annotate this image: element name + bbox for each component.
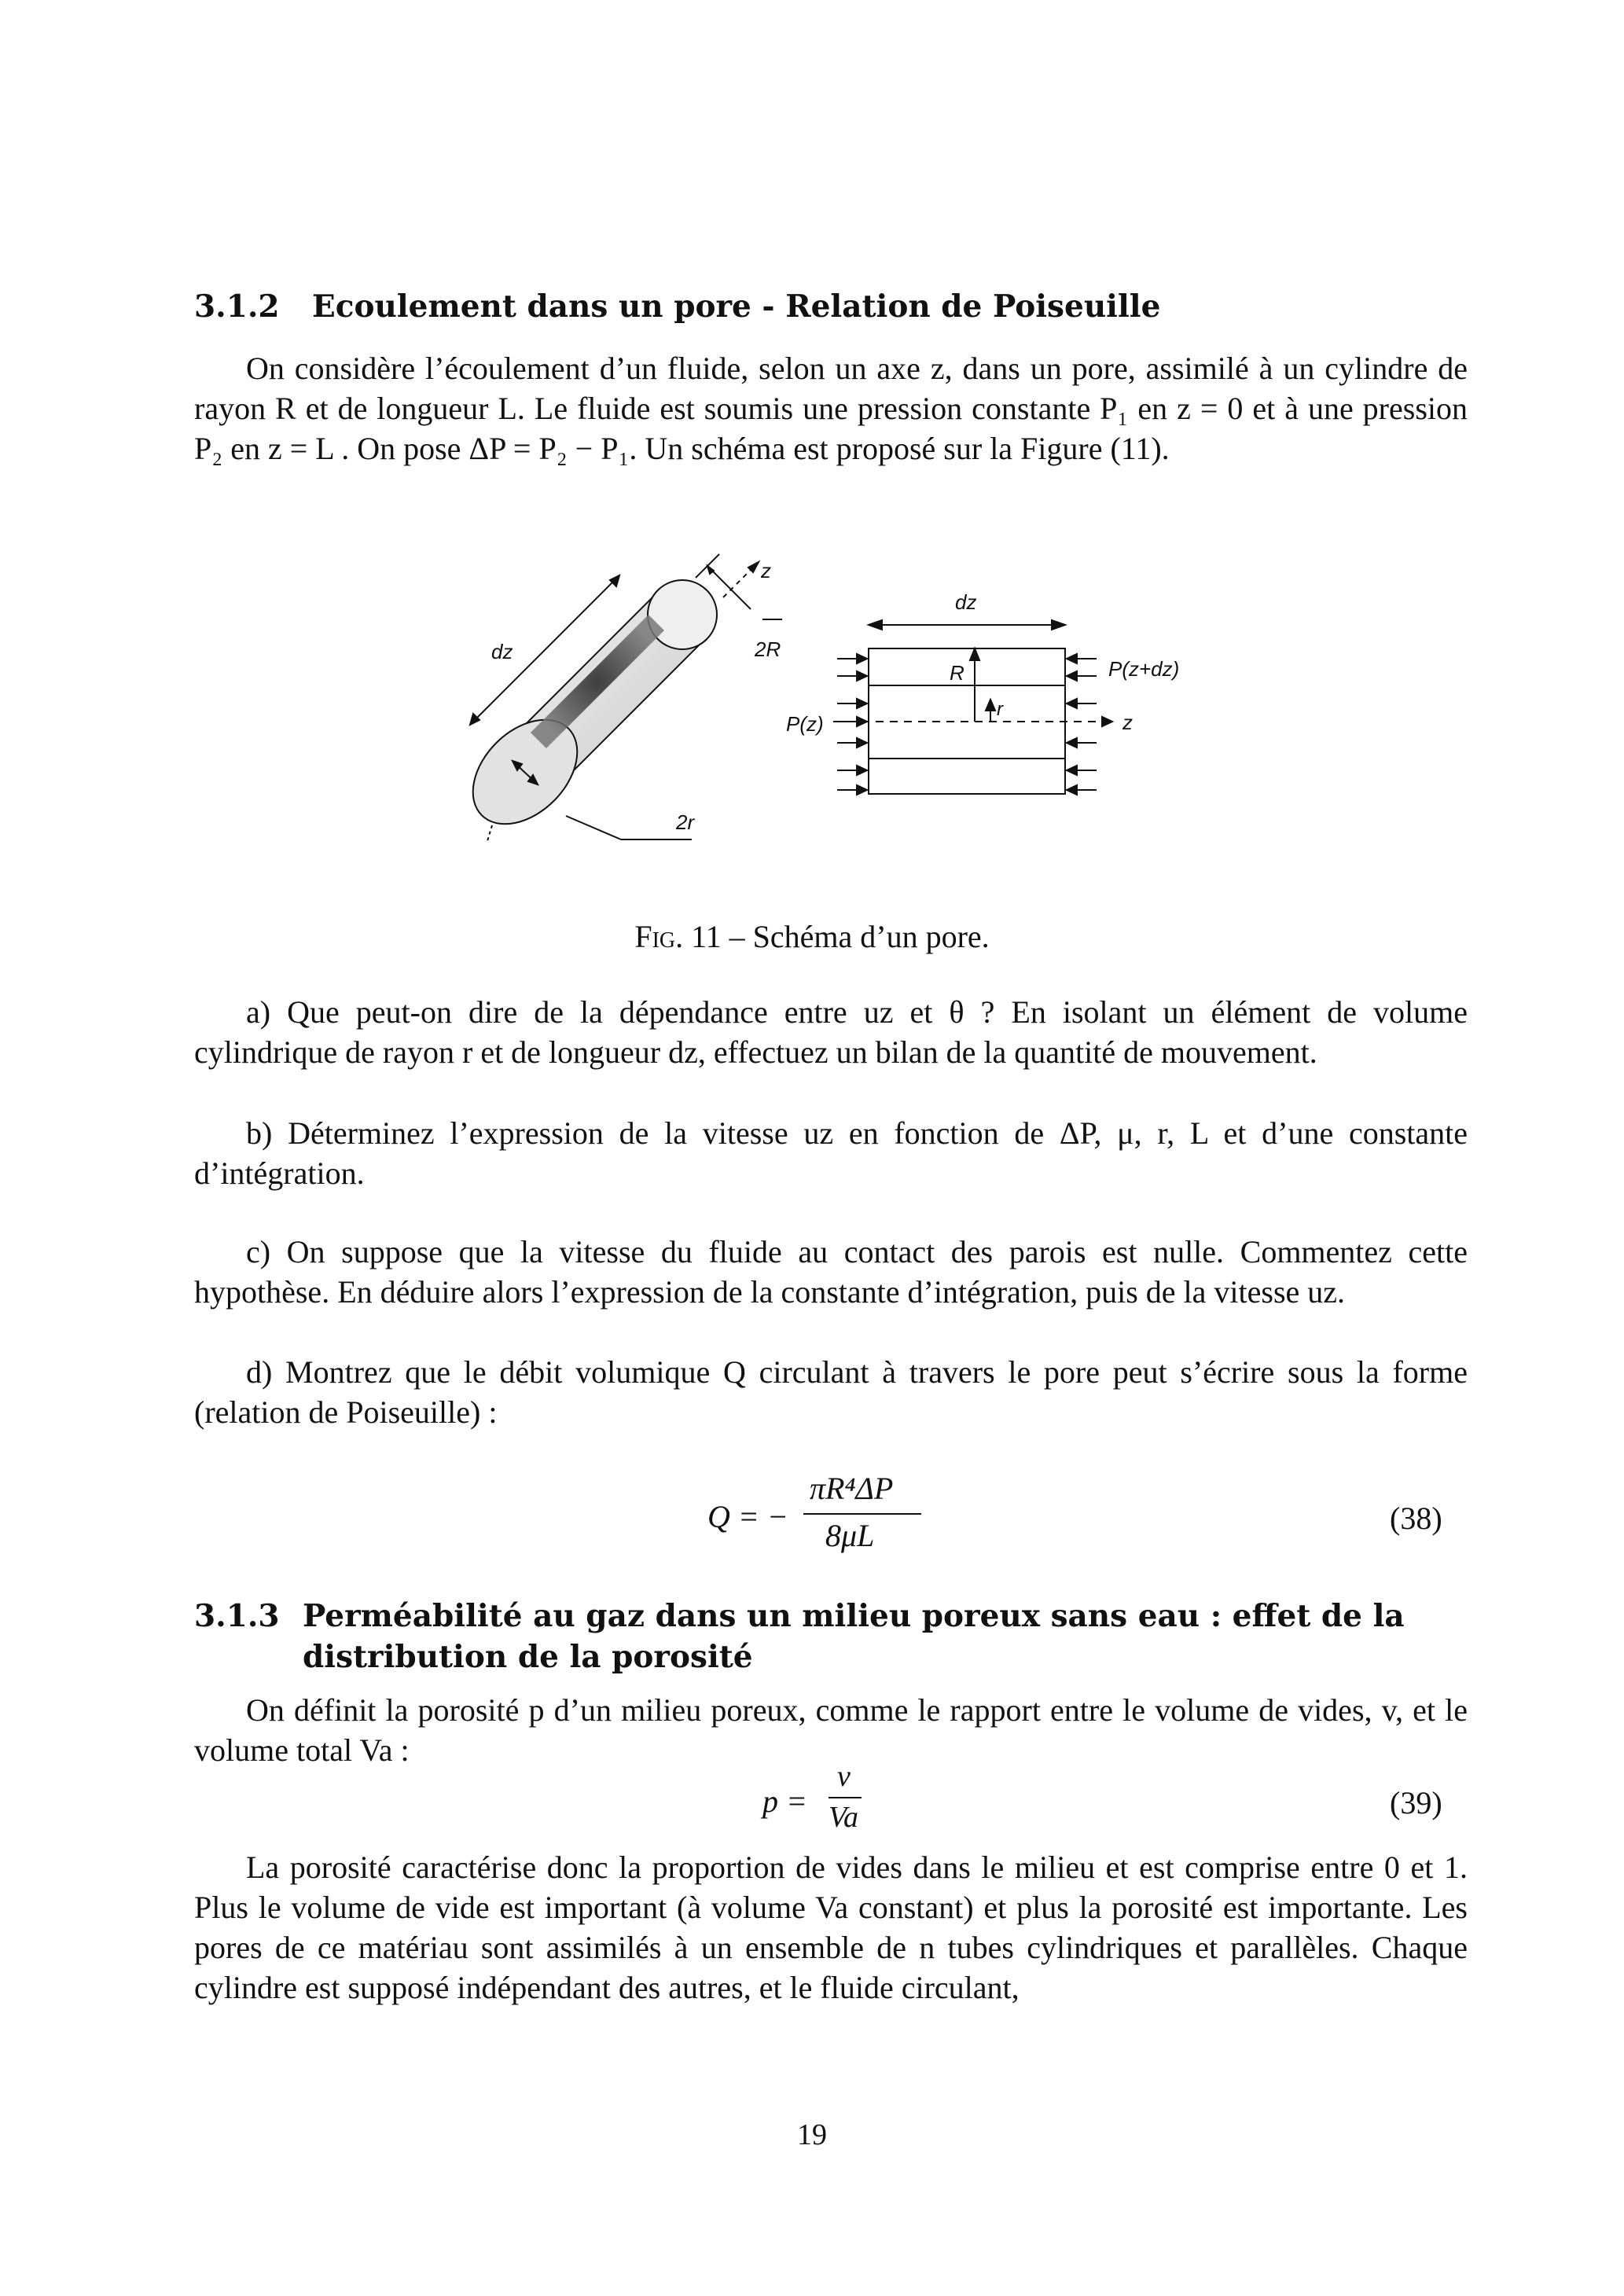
section-title: Ecoulement dans un pore - Relation de Poiseuille — [312, 288, 1161, 325]
label-r: r — [997, 699, 1003, 720]
porosity-definition — [194, 1690, 1468, 1770]
question-b-text: b) Déterminez l’expression de la vitesse uz en fonction de ΔP, μ, r, L et d’une constante d’intégration. — [194, 1115, 1468, 1191]
equation-39-denominator: Va — [829, 1801, 858, 1834]
label-dz-left: dz — [491, 640, 513, 663]
label-R: R — [950, 661, 964, 685]
question-a-text: a) Que peut-on dire de la dépendance entre uz et θ ? En isolant un élément de volume cylindrique de rayon r et de longueur dz, effectuez un bilan de la quantité de mouvement. — [194, 994, 1468, 1070]
label-z-right: z — [1122, 711, 1133, 734]
equation-39 — [762, 1759, 920, 1838]
cross-section-drawing — [833, 620, 1112, 795]
question-c-text: c) On suppose que la vitesse du fluide au contact des parois est nulle. Commentez cette hypothèse. En déduire alors l’expression de la constante d’intégration, puis de la vitesse uz. — [194, 1234, 1468, 1310]
equation-38 — [707, 1470, 943, 1556]
porosity-paragraph-text: La porosité caractérise donc la proportion de vides dans le milieu et est comprise entre 0 et 1. Plus le volume de vide est important (à volume Va constant) et plus la porosité est importante. Les pores de ce matériau sont assimilés à un ensemble de n tubes cylindriques et parallèles. Chaque cylindre est supposé indépendant des autres, et le fluide circulant, — [194, 1850, 1468, 2005]
section-number: 3.1.2 — [194, 288, 280, 325]
question-b — [194, 1113, 1468, 1193]
question-d-text: d) Montrez que le débit volumique Q circulant à travers le pore peut s’écrire sous la forme (relation de Poiseuille) : — [194, 1354, 1468, 1430]
porosity-definition-text: On définit la porosité p d’un milieu poreux, comme le rapport entre le volume de vides, v, et le volume total Va : — [194, 1692, 1468, 1768]
pore-figure — [440, 550, 1226, 849]
section-title: Perméabilité au gaz dans un milieu poreux sans eau : effet de la distribution de la porosité — [303, 1598, 1405, 1675]
question-a — [194, 992, 1468, 1072]
figure-caption — [0, 918, 1624, 955]
fraction-bar — [803, 1513, 921, 1515]
section-312-heading — [194, 286, 1160, 327]
figure-caption-prefix: Fig. — [634, 919, 684, 954]
cylinder-3d-drawing — [453, 554, 782, 844]
equation-39-number: (39) — [1390, 1785, 1442, 1820]
porosity-paragraph — [194, 1847, 1468, 2008]
fraction-bar — [829, 1797, 862, 1798]
label-2R: 2R — [755, 637, 781, 661]
label-2r: 2r — [676, 810, 695, 834]
page-number: 19 — [797, 2118, 827, 2151]
equation-38-number: (38) — [1390, 1501, 1442, 1536]
section-313-heading — [194, 1596, 1468, 1677]
intro-paragraph-text: On considère l’écoulement d’un fluide, selon un axe z, dans un pore, assimilé à un cylindre de rayon R et de longueur L. Le fluide est soumis une pression constante P₁ en z = 0 et à une pression P₂ en z = L . On pose ΔP = P₂ − P₁. Un schéma est proposé sur la Figure (11). — [194, 351, 1468, 466]
label-z-top: z — [761, 559, 771, 582]
label-dz-right: dz — [955, 590, 977, 614]
question-c — [194, 1232, 1468, 1312]
equation-39-lhs: p = — [762, 1784, 807, 1819]
equation-38-numerator: πR⁴ΔP — [810, 1471, 894, 1506]
figure-caption-text: 11 – Schéma d’un pore. — [691, 919, 990, 954]
equation-38-lhs: Q = − — [707, 1499, 788, 1534]
question-d — [194, 1352, 1468, 1432]
section-number: 3.1.3 — [194, 1598, 280, 1634]
label-Pz: P(z) — [786, 712, 824, 736]
equation-39-numerator: v — [837, 1760, 851, 1793]
equation-38-denominator: 8μL — [825, 1518, 875, 1553]
intro-paragraph — [194, 348, 1468, 468]
label-Pzdz: P(z+dz) — [1108, 657, 1180, 681]
